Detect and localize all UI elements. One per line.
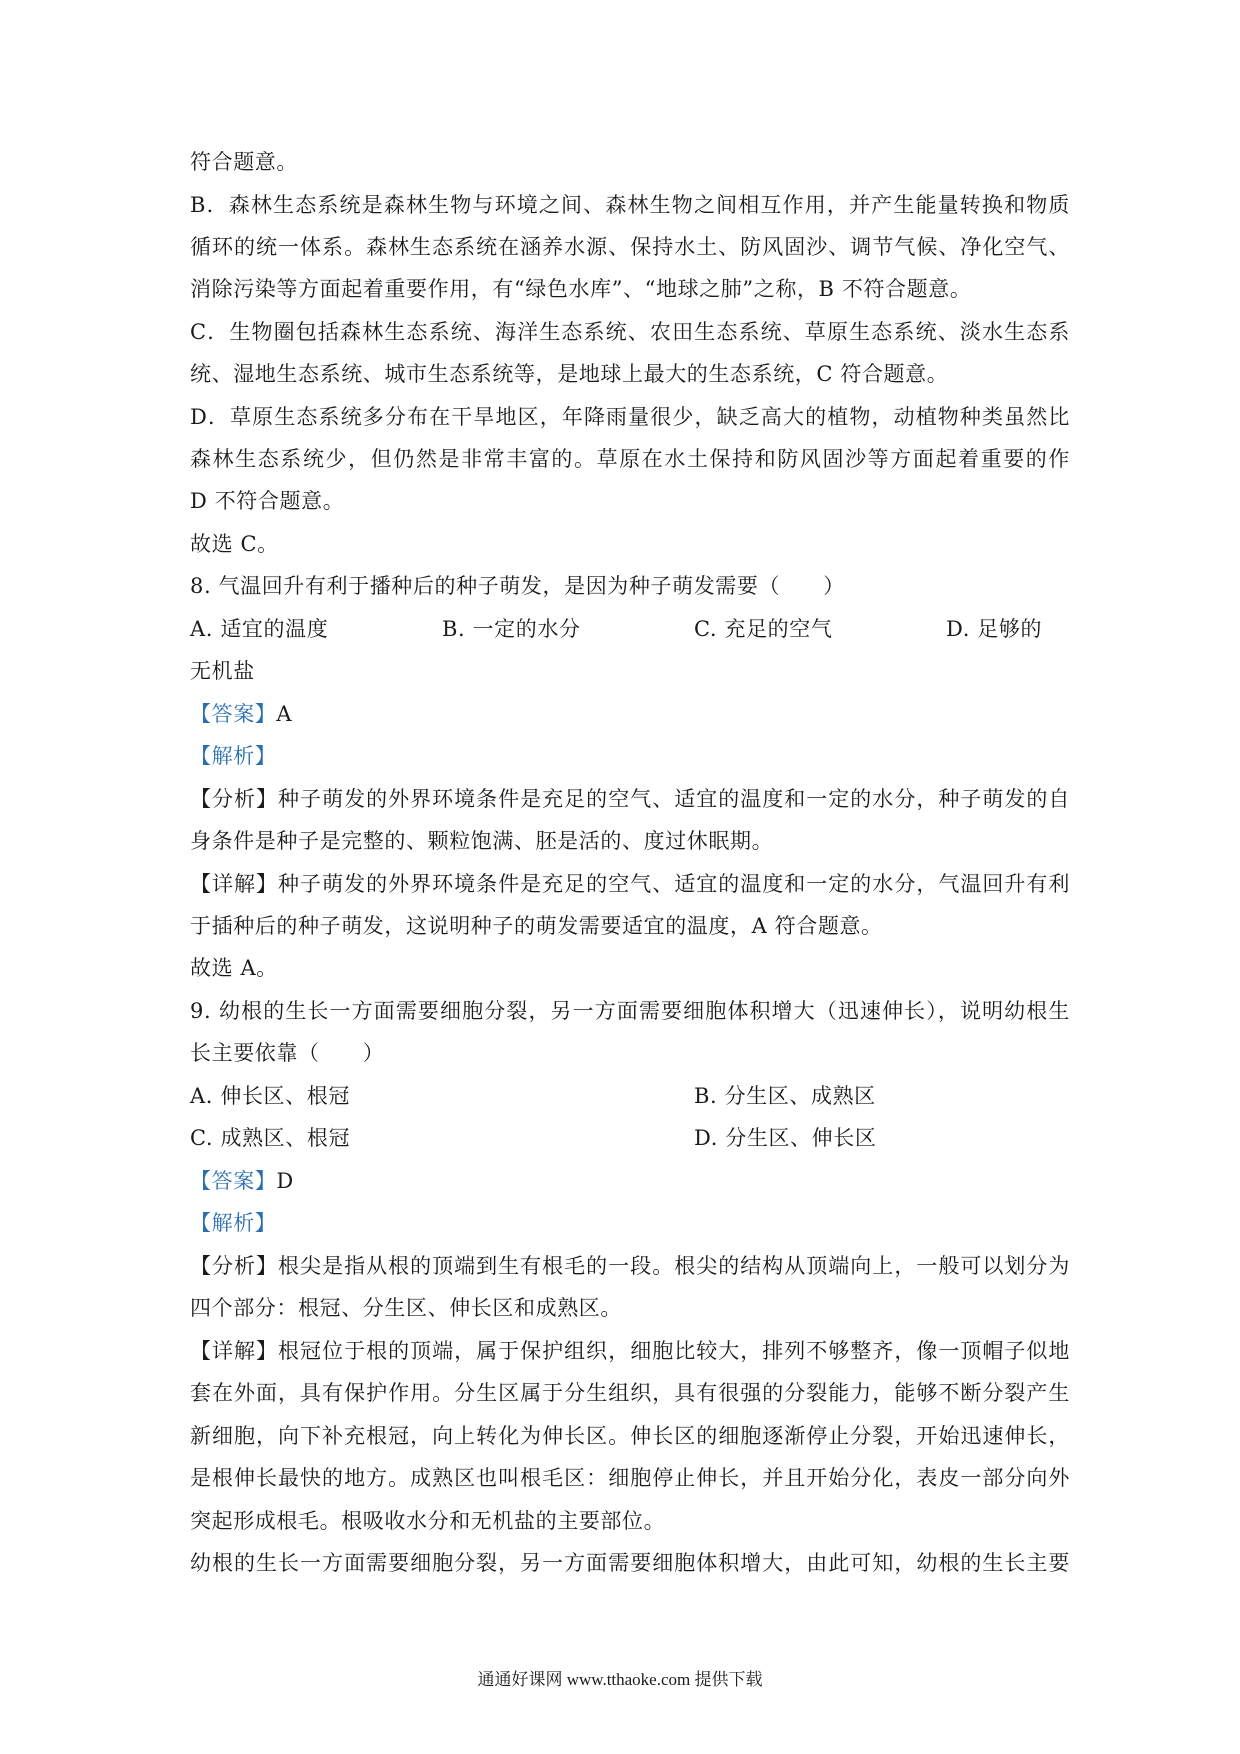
question-9-stem: 9. 幼根的生长一方面需要细胞分裂，另一方面需要细胞体积增大（迅速伸长），说明幼根生 bbox=[190, 999, 1070, 1023]
conclusion-line: 故选 A。 bbox=[190, 956, 278, 980]
analysis-tag: 【解析】 bbox=[190, 744, 277, 768]
text-line: 消除污染等方面起着重要作用，有“绿色水库”、“地球之肺”之称，B 不符合题意。 bbox=[190, 277, 972, 301]
text-line: 套在外面，具有保护作用。分生区属于分生组织，具有很强的分裂能力，能够不断分裂产生 bbox=[190, 1381, 1070, 1405]
q8-answer-row bbox=[190, 699, 1070, 729]
text-line: 循环的统一体系。森林生态系统在涵养水源、保持水土、防风固沙、调节气候、净化空气、 bbox=[190, 235, 1070, 259]
q8-fenxi-row bbox=[190, 784, 1070, 814]
text-line: D．草原生态系统多分布在干旱地区，年降雨量很少，缺乏高大的植物，动植物种类虽然比 bbox=[190, 405, 1070, 429]
xiangjie-tag: 【详解】 bbox=[190, 1339, 279, 1363]
q8-option-c: C. 充足的空气 bbox=[694, 617, 833, 641]
text-line: 统、湿地生态系统、城市生态系统等，是地球上最大的生态系统，C 符合题意。 bbox=[190, 362, 949, 386]
text-line: 身条件是种子是完整的、颗粒饱满、胚是活的、度过休眠期。 bbox=[190, 829, 774, 853]
question-8-stem: 8. 气温回升有利于播种后的种子萌发，是因为种子萌发需要（ ） bbox=[190, 574, 845, 598]
fenxi-text: 种子萌发的外界环境条件是充足的空气、适宜的温度和一定的水分，种子萌发的自 bbox=[278, 787, 1070, 811]
text-line: 新细胞，向下补充根冠，向上转化为伸长区。伸长区的细胞逐渐停止分裂，开始迅速伸长， bbox=[190, 1424, 1070, 1448]
q8-analysis-row bbox=[190, 741, 1070, 771]
fenxi-text: 根尖是指从根的顶端到生有根毛的一段。根尖的结构从顶端向上，一般可以划分为 bbox=[278, 1254, 1070, 1278]
text-line: C．生物圈包括森林生态系统、海洋生态系统、农田生态系统、草原生态系统、淡水生态系 bbox=[190, 320, 1070, 344]
xiangjie-text: 种子萌发的外界环境条件是充足的空气、适宜的温度和一定的水分，气温回升有利 bbox=[278, 872, 1070, 896]
analysis-tag: 【解析】 bbox=[190, 1211, 277, 1235]
text-line: 于插种后的种子萌发，这说明种子的萌发需要适宜的温度，A 符合题意。 bbox=[190, 914, 883, 938]
q9-option-b: B. 分生区、成熟区 bbox=[694, 1084, 876, 1108]
q9-option-d: D. 分生区、伸长区 bbox=[694, 1126, 877, 1150]
question-9-stem-continued: 长主要依靠（ ） bbox=[190, 1041, 385, 1065]
q8-option-b: B. 一定的水分 bbox=[442, 617, 581, 641]
q9-fenxi-row bbox=[190, 1251, 1070, 1281]
text-line: 突起形成根毛。根吸收水分和无机盐的主要部位。 bbox=[190, 1509, 666, 1533]
answer-value: A bbox=[276, 702, 293, 726]
q9-option-c: C. 成熟区、根冠 bbox=[190, 1126, 351, 1150]
xiangjie-tag: 【详解】 bbox=[190, 872, 279, 896]
text-line: 是根伸长最快的地方。成熟区也叫根毛区：细胞停止伸长，并且开始分化，表皮一部分向外 bbox=[190, 1466, 1070, 1490]
q8-option-d-continued: 无机盐 bbox=[190, 659, 255, 683]
q9-xiangjie-row bbox=[190, 1336, 1070, 1366]
q9-option-a: A. 伸长区、根冠 bbox=[190, 1084, 350, 1108]
text-line: 四个部分：根冠、分生区、伸长区和成熟区。 bbox=[190, 1296, 622, 1320]
fenxi-tag: 【分析】 bbox=[190, 1254, 279, 1278]
fenxi-tag: 【分析】 bbox=[190, 787, 279, 811]
q8-xiangjie-row bbox=[190, 869, 1070, 899]
page-footer: 通通好课网 www.tthaoke.com 提供下载 bbox=[477, 1670, 763, 1689]
text-line: B．森林生态系统是森林生物与环境之间、森林生物之间相互作用，并产生能量转换和物质 bbox=[190, 193, 1070, 217]
q8-option-a: A. 适宜的温度 bbox=[190, 617, 329, 641]
text-line: 幼根的生长一方面需要细胞分裂，另一方面需要细胞体积增大，由此可知，幼根的生长主要 bbox=[190, 1551, 1070, 1575]
answer-value: D bbox=[276, 1169, 294, 1193]
conclusion-line: 故选 C。 bbox=[190, 532, 279, 556]
q9-analysis-row bbox=[190, 1208, 1070, 1238]
answer-tag: 【答案】 bbox=[190, 1169, 277, 1193]
xiangjie-text: 根冠位于根的顶端，属于保护组织，细胞比较大，排列不够整齐，像一顶帽子似地 bbox=[278, 1339, 1070, 1363]
text-line: 符合题意。 bbox=[190, 150, 298, 174]
text-line: 森林生态系统少，但仍然是非常丰富的。草原在水土保持和防风固沙等方面起着重要的作 bbox=[190, 447, 1070, 471]
text-line: D 不符合题意。 bbox=[190, 489, 345, 513]
answer-tag: 【答案】 bbox=[190, 702, 277, 726]
q8-option-d: D. 足够的 bbox=[946, 617, 1043, 641]
q9-answer-row bbox=[190, 1166, 1070, 1196]
